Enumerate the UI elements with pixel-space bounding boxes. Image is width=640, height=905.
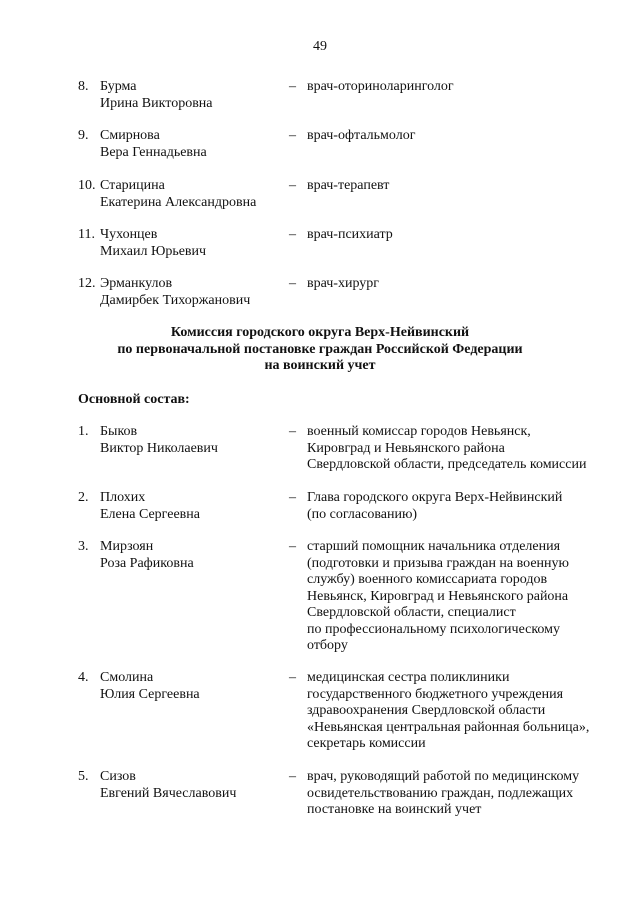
dash: – [289, 79, 296, 94]
dash: – [289, 424, 296, 439]
item-number: 10. [78, 178, 96, 193]
dash: – [289, 178, 296, 193]
person-role: старший помощник начальника отделения (подготовки и призыва граждан на военную службу) военного комиссариата городов Невьянск, Кировград и Невьянского района Свердловской области, специалист по профессиональному психологическому отбору [307, 539, 569, 653]
person-name: Плохих Елена Сергеевна [100, 490, 200, 522]
dash: – [289, 769, 296, 784]
person-role: военный комиссар городов Невьянск, Кировград и Невьянского района Свердловской области, председатель комиссии [307, 424, 587, 472]
person-name: Бурма Ирина Викторовна [100, 79, 213, 111]
dash: – [289, 670, 296, 685]
item-number: 2. [78, 490, 89, 505]
dash: – [289, 539, 296, 554]
dash: – [289, 276, 296, 291]
person-name: Мирзоян Роза Рафиковна [100, 539, 194, 571]
dash: – [289, 227, 296, 242]
commission-heading: Комиссия городского округа Верх-Нейвинский по первоначальной постановке граждан Российской Федерации на воинский учет [117, 325, 523, 373]
person-role: врач-оториноларинголог [307, 79, 454, 94]
person-name: Смирнова Вера Геннадьевна [100, 128, 207, 160]
dash: – [289, 490, 296, 505]
person-role: медицинская сестра поликлиники государственного бюджетного учреждения здравоохранения Свердловской области «Невьянская центральная районная больница», секретарь комиссии [307, 670, 590, 751]
dash: – [289, 128, 296, 143]
person-role: Глава городского округа Верх-Нейвинский (по согласованию) [307, 490, 563, 522]
item-number: 3. [78, 539, 89, 554]
person-role: врач-хирург [307, 276, 380, 291]
person-name: Старицина Екатерина Александровна [100, 178, 257, 210]
person-name: Сизов Евгений Вячеславович [100, 769, 237, 801]
person-role: врач-психиатр [307, 227, 393, 242]
person-role: врач, руководящий работой по медицинскому освидетельствованию граждан, подлежащих постановке на воинский учет [307, 769, 580, 817]
person-name: Чухонцев Михаил Юрьевич [100, 227, 207, 259]
item-number: 5. [78, 769, 89, 784]
item-number: 8. [78, 79, 89, 94]
item-number: 12. [78, 276, 96, 291]
person-name: Смолина Юлия Сергеевна [100, 670, 200, 702]
person-name: Эрманкулов Дамирбек Тихоржанович [100, 276, 251, 308]
item-number: 4. [78, 670, 89, 685]
section-subheading: Основной состав: [78, 392, 190, 407]
item-number: 9. [78, 128, 89, 143]
person-name: Быков Виктор Николаевич [100, 424, 218, 456]
person-role: врач-терапевт [307, 178, 390, 193]
item-number: 1. [78, 424, 89, 439]
item-number: 11. [78, 227, 95, 242]
page-number: 49 [313, 39, 327, 54]
person-role: врач-офтальмолог [307, 128, 416, 143]
